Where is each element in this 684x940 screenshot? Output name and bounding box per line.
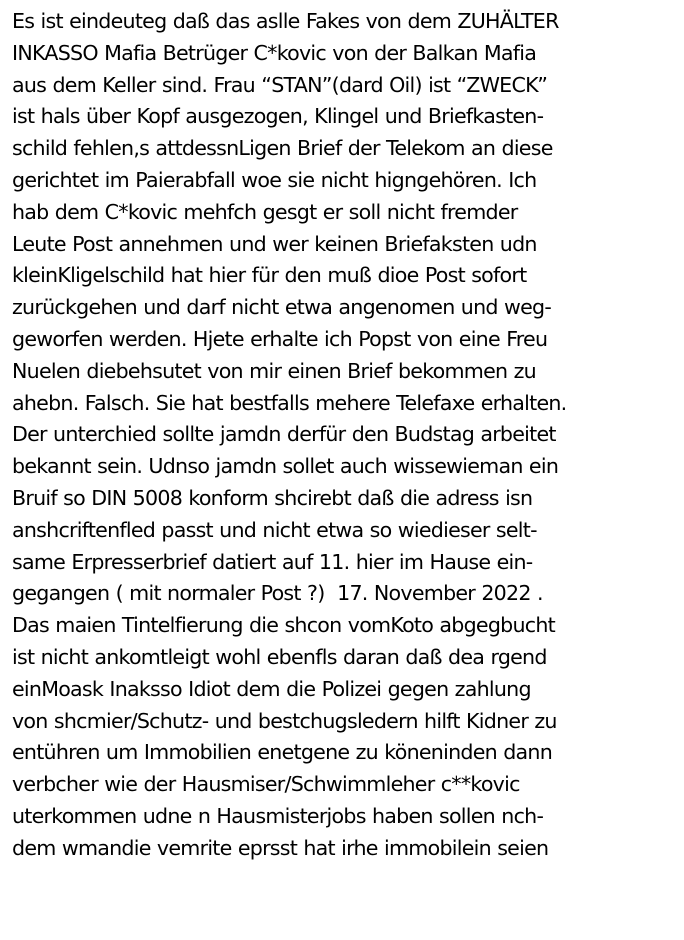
text-line-26: uterkommen udne n Hausmisterjobs haben sollen nch- bbox=[12, 803, 544, 828]
text-line-1: Es ist eindeuteg daß das aslle Fakes von dem ZUHÄLTER bbox=[12, 9, 559, 33]
text-line-19: gegangen ( mit normaler Post ?) 17. November 2022 . bbox=[12, 581, 543, 606]
text-line-17: anshcriftenfled passt und nicht etwa so wiedieser selt- bbox=[12, 517, 537, 542]
text-line-15: bekannt sein. Udnso jamdn sollet auch wissewieman ein bbox=[12, 454, 559, 479]
text-line-22: einMoask Inaksso Idiot dem die Polizei gegen zahlung bbox=[12, 676, 531, 701]
text-line-6: gerichtet im Paierabfall woe sie nicht higngehören. Ich bbox=[12, 167, 537, 192]
body-text bbox=[12, 6, 684, 865]
text-line-25: verbcher wie der Hausmiser/Schwimmleher c**kovic bbox=[12, 772, 520, 797]
text-line-7: hab dem C*kovic mehfch gesgt er soll nicht fremder bbox=[12, 199, 518, 224]
text-line-2: INKASSO Mafia Betrüger C*kovic von der Balkan Mafia bbox=[12, 40, 537, 65]
text-line-9: kleinKligelschild hat hier für den muß dioe Post sofort bbox=[12, 263, 527, 288]
text-line-3: aus dem Keller sind. Frau “STAN”(dard Oil) ist “ZWECK” bbox=[12, 72, 548, 97]
text-line-14: Der unterchied sollte jamdn derfür den Budstag arbeitet bbox=[12, 422, 556, 447]
text-line-13: ahebn. Falsch. Sie hat bestfalls mehere Telefaxe erhalten. bbox=[12, 390, 567, 415]
text-line-12: Nuelen diebehsutet von mir einen Brief bekommen zu bbox=[12, 358, 536, 383]
text-line-20: Das maien Tintelfierung die shcon vomKoto abgegbucht bbox=[12, 613, 555, 638]
text-line-24: entühren um Immobilien enetgene zu köneninden dann bbox=[12, 740, 553, 765]
text-line-18: same Erpresserbrief datiert auf 11. hier im Hause ein- bbox=[12, 549, 533, 574]
text-line-8: Leute Post annehmen und wer keinen Briefaksten udn bbox=[12, 231, 537, 256]
text-line-10: zurückgehen und darf nicht etwa angenomen und weg- bbox=[12, 295, 552, 320]
text-line-4: ist hals über Kopf ausgezogen, Klingel und Briefkasten- bbox=[12, 104, 544, 129]
text-line-5: schild fehlen,s attdessnLigen Brief der Telekom an diese bbox=[12, 136, 553, 161]
text-line-23: von shcmier/Schutz- und bestchugsledern hilft Kidner zu bbox=[12, 708, 557, 733]
text-line-21: ist nicht ankomtleigt wohl ebenfls daran daß dea rgend bbox=[12, 644, 547, 669]
text-line-16: Bruif so DIN 5008 konform shcirebt daß die adress isn bbox=[12, 485, 533, 510]
text-line-27: dem wmandie vemrite eprsst hat irhe immobilein seien bbox=[12, 835, 549, 860]
text-line-11: geworfen werden. Hjete erhalte ich Popst von eine Freu bbox=[12, 326, 548, 351]
